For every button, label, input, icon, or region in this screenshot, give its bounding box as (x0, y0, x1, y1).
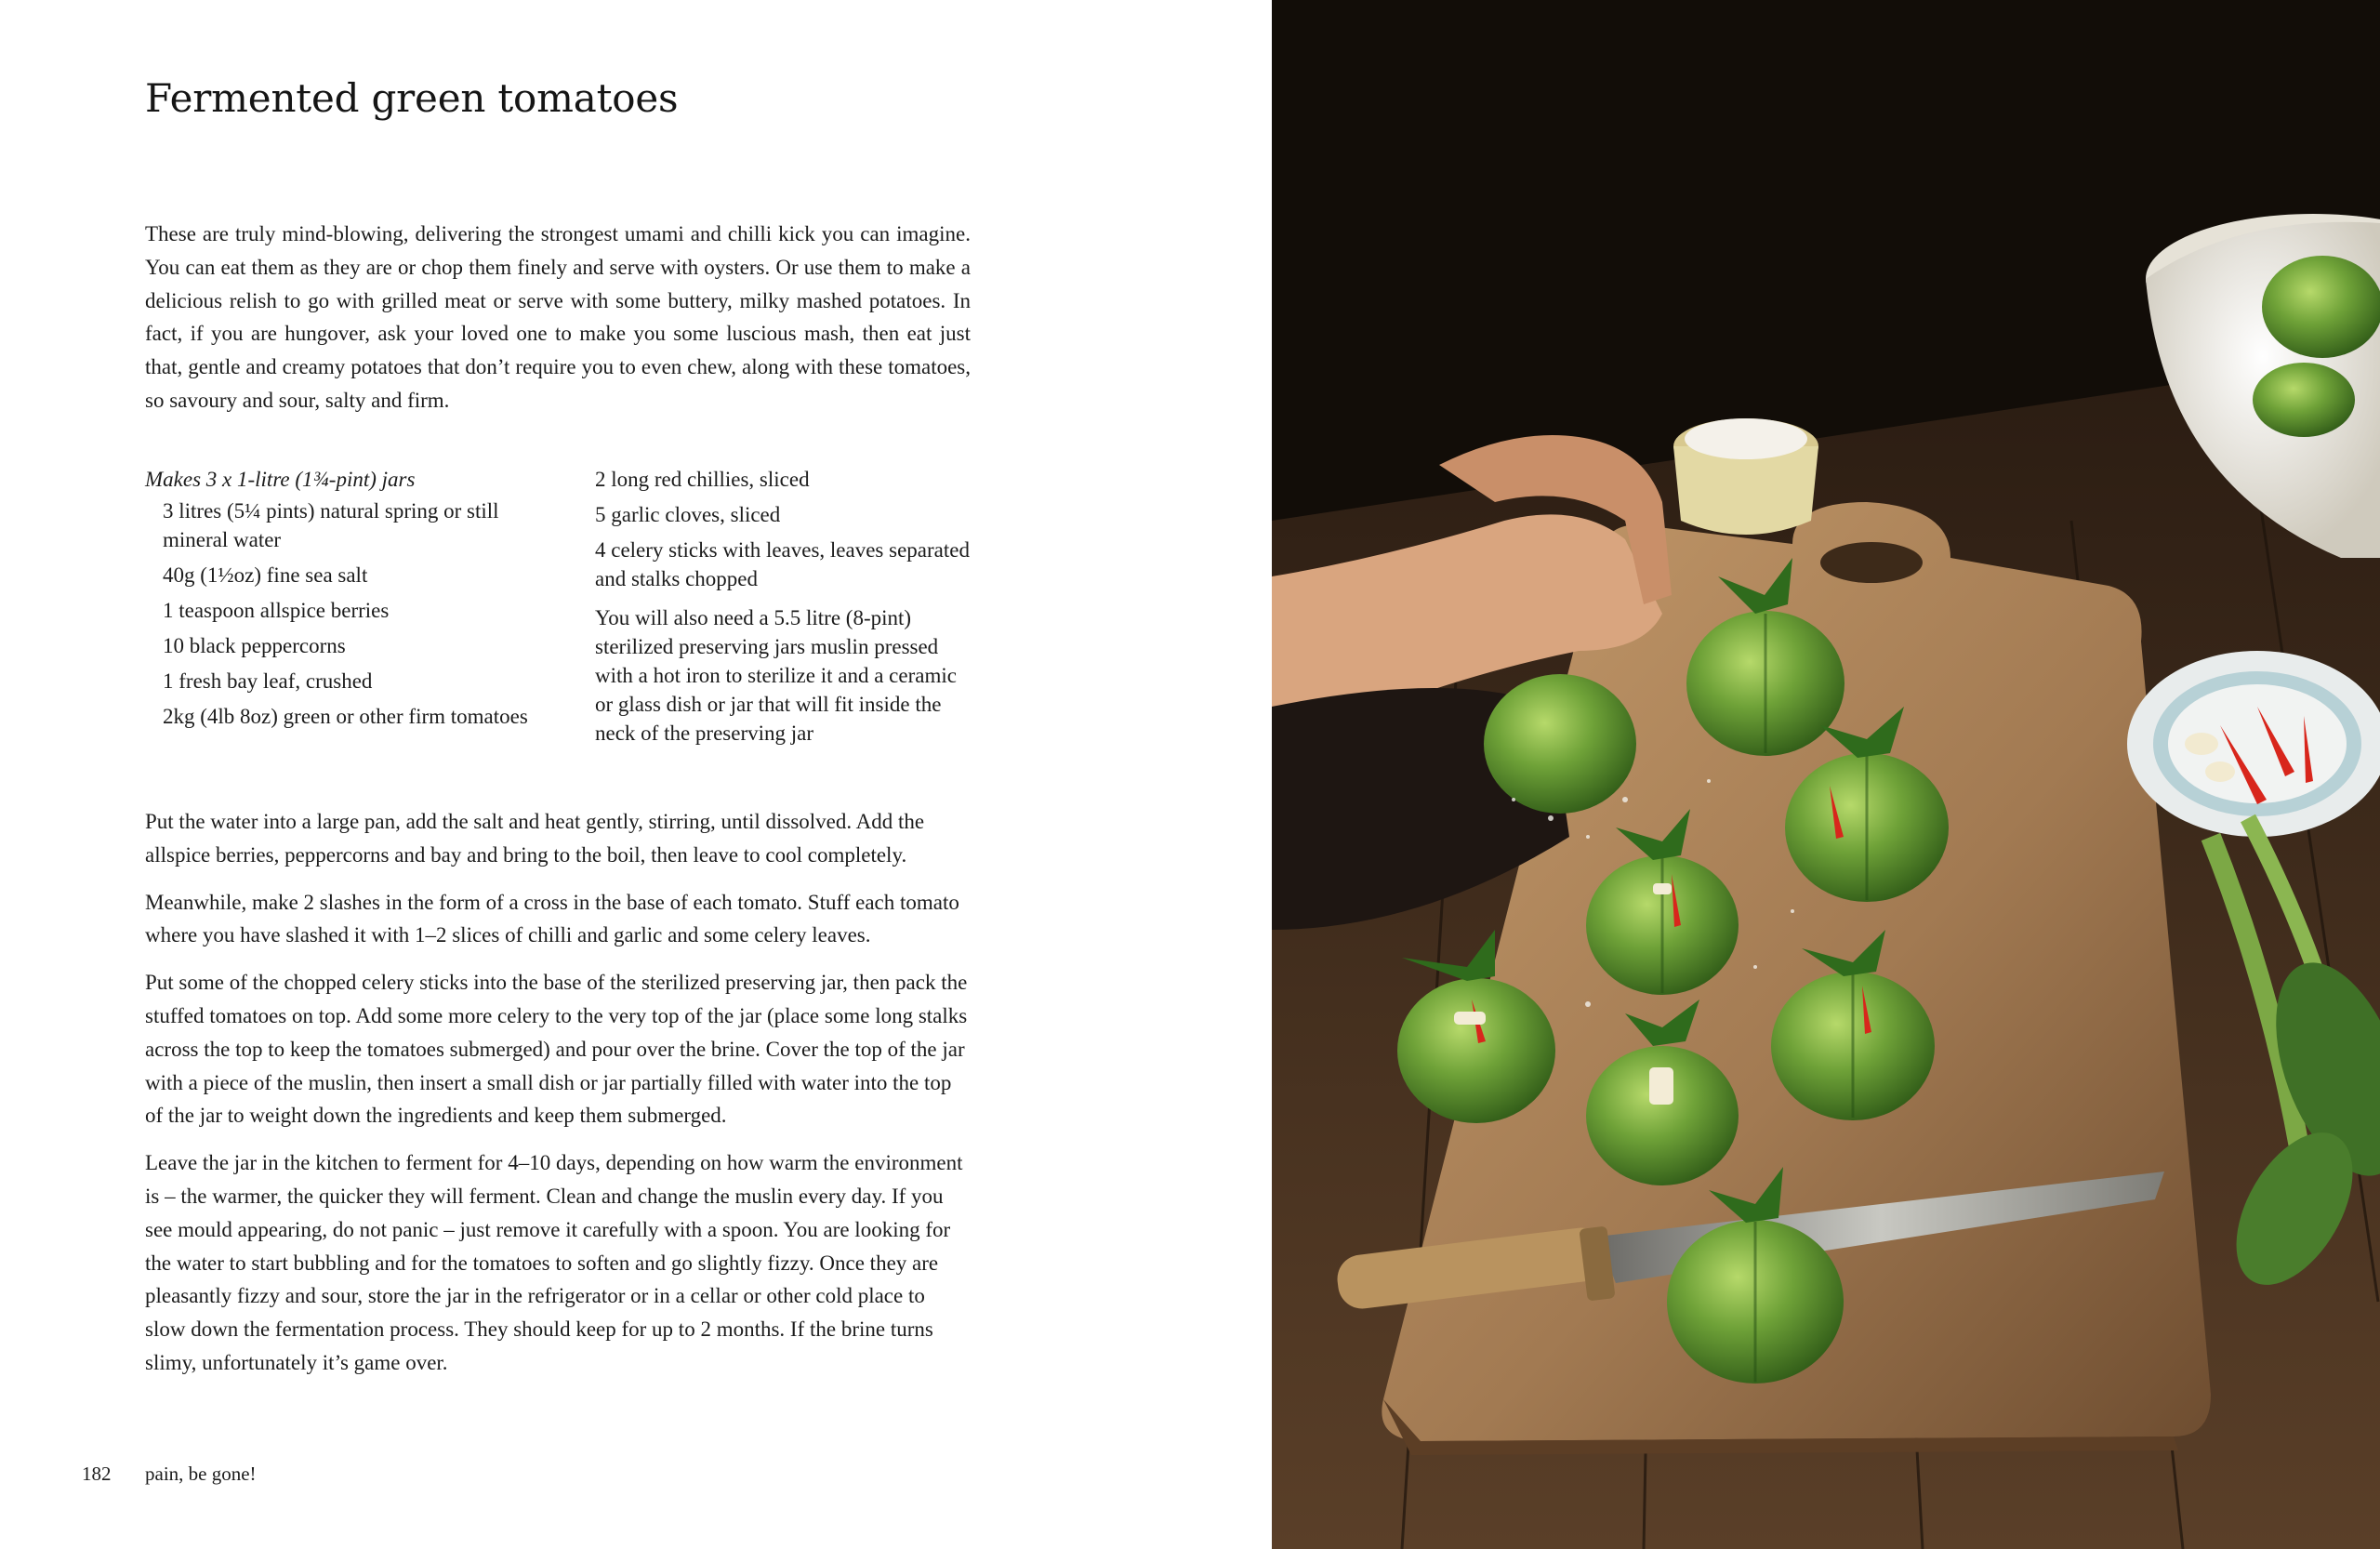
recipe-photo (1272, 0, 2380, 1549)
ingredient-item: 4 celery sticks with leaves, leaves separated and stalks chopped (595, 538, 970, 590)
ingredient-item: 5 garlic cloves, sliced (595, 503, 781, 526)
ingredient-list-left (145, 496, 554, 731)
page-number: 182 (82, 1463, 112, 1485)
equipment-note: You will also need a 5.5 litre (8-pint) sterilized preserving jars muslin pressed with a hot iron to sterilize it and a ceramic or glass dish or jar that will fit inside the neck of the preserving jar (595, 606, 957, 745)
ingredient-list-right (595, 465, 976, 593)
method-step: Leave the jar in the kitchen to ferment for 4–10 days, depending on how warm the environment is – the warmer, the quicker they will ferment. Clean and change the muslin every day. If you see mould appearing, do not panic – just remove it carefully with a spoon. You are looking for the water to start bubbling and for the tomatoes to soften and go slightly fizzy. Once they are pleasantly fizzy and sour, store the jar in the refrigerator or in a cellar or other cold place to slow down the fermentation process. They should keep for up to 2 months. If the brine turns slimy, unfortunately it’s game over. (145, 1151, 963, 1374)
method-step: Put the water into a large pan, add the salt and heat gently, stirring, until dissolved. Add the allspice berries, peppercorns and bay and bring to the boil, then leave to cool completely. (145, 810, 925, 867)
ingredient-item: 1 teaspoon allspice berries (163, 599, 390, 622)
ingredient-item: 10 black peppercorns (163, 634, 346, 657)
photo-illustration (1272, 0, 2380, 1549)
method-step: Put some of the chopped celery sticks into the base of the sterilized preserving jar, then pack the stuffed tomatoes on top. Add some more celery to the very top of the jar (place some long stalks across the top to keep the tomatoes submerged) and pour over the brine. Cover the top of the jar with a piece of the muslin, then insert a small dish or jar partially filled with water into the top of the jar to weight down the ingredients and keep them submerged. (145, 971, 968, 1128)
recipe-title: Fermented green tomatoes (145, 75, 679, 121)
recipe-intro: These are truly mind-blowing, delivering the strongest umami and chilli kick you can imagine. You can eat them as they are or chop them finely and serve with oysters. Or use them to make a delicious relish to go with grilled meat or serve with some buttery, milky mashed potatoes. In fact, if you are hungover, ask your loved one to make you some luscious mash, then eat just that, gentle and creamy potatoes that don’t require you to even chew, along with these tomatoes, so savoury and sour, salty and firm. (145, 222, 971, 412)
recipe-yield: Makes 3 x 1-litre (1¾-pint) jars (145, 468, 416, 491)
ingredient-item: 2kg (4lb 8oz) green or other firm tomatoes (163, 705, 528, 728)
ingredients-column-left (145, 465, 554, 737)
ingredients-column-right (595, 465, 976, 748)
method-step: Meanwhile, make 2 slashes in the form of a cross in the base of each tomato. Stuff each tomato where you have slashed it with 1–2 slices of chilli and garlic and some celery leaves. (145, 890, 959, 947)
ingredient-item: 1 fresh bay leaf, crushed (163, 669, 373, 693)
chilli-plate (2127, 651, 2380, 837)
method-section (145, 805, 971, 1394)
running-footer-title: pain, be gone! (145, 1463, 257, 1485)
salt-pot (1673, 418, 1818, 535)
ingredient-item: 40g (1½oz) fine sea salt (163, 563, 368, 587)
ingredient-item: 2 long red chillies, sliced (595, 468, 810, 491)
ingredient-item: 3 litres (5¼ pints) natural spring or still mineral water (163, 499, 499, 551)
